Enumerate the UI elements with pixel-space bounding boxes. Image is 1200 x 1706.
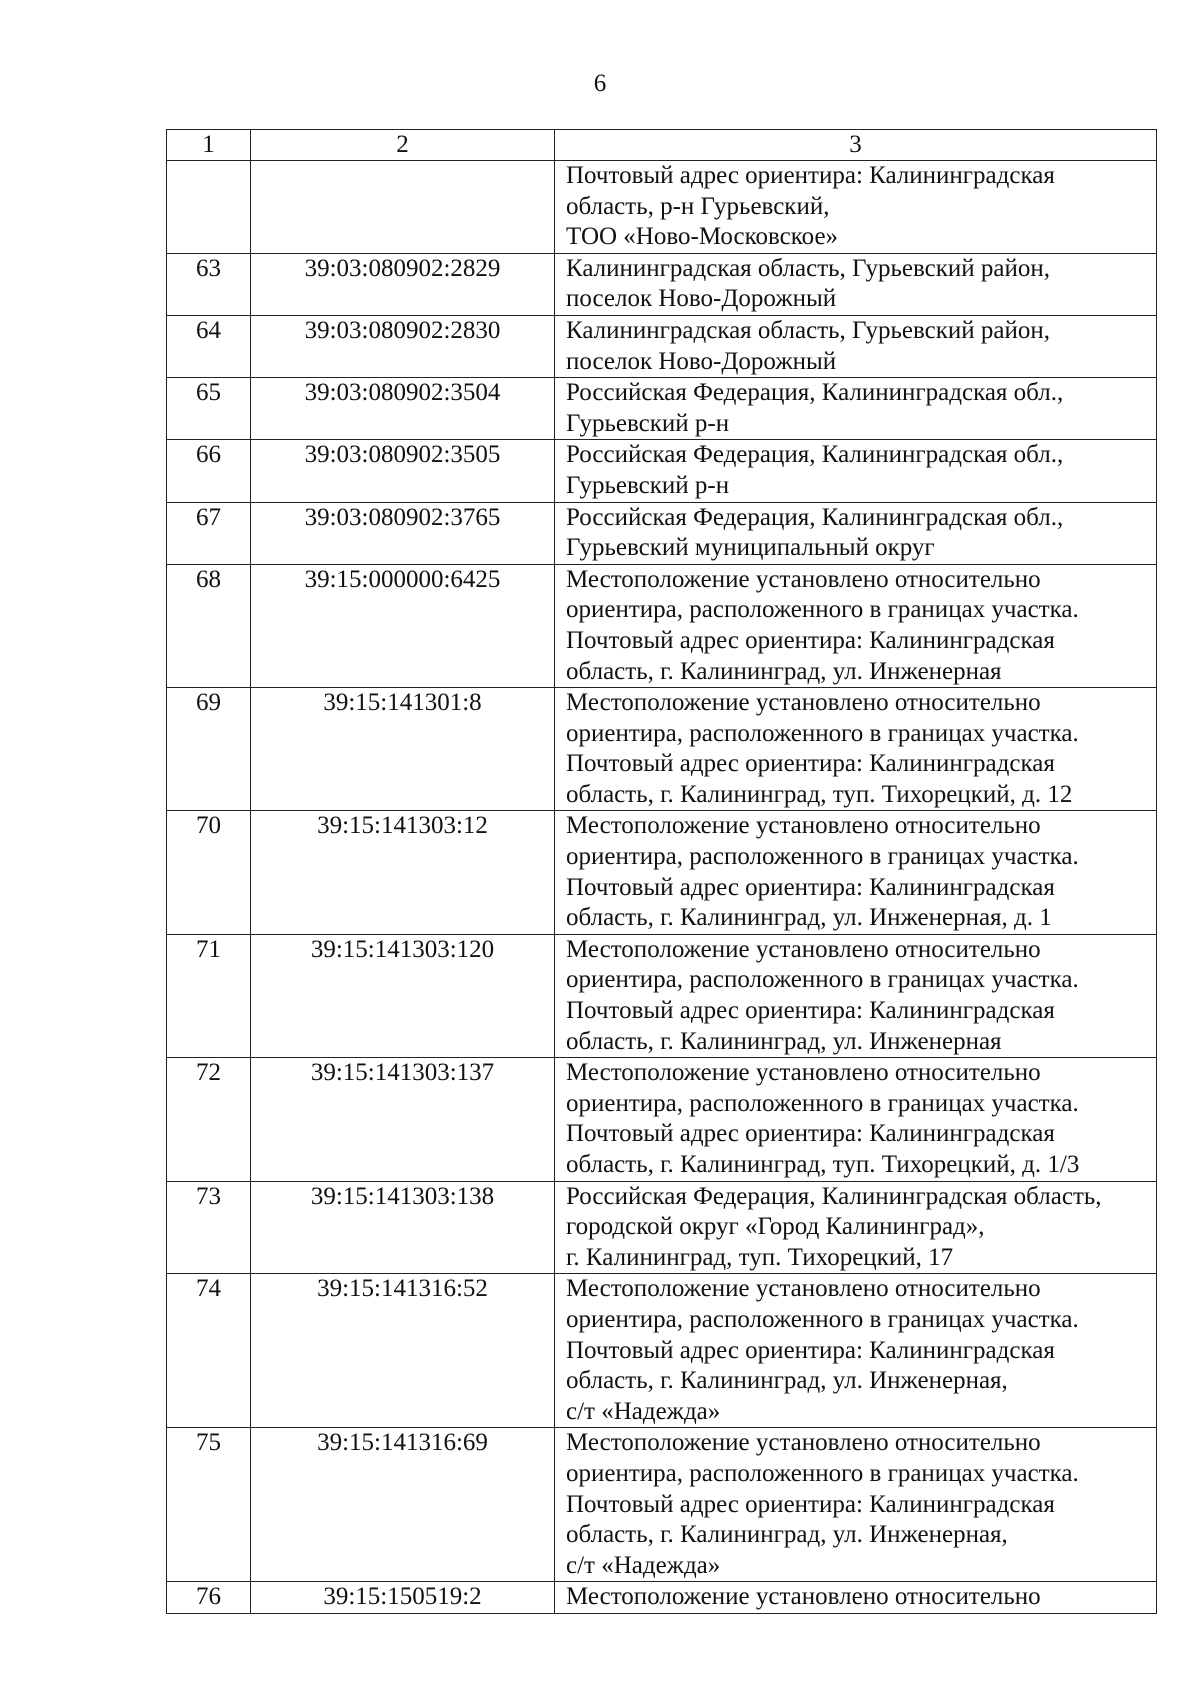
- address-line: ориентира, расположенного в границах участка.: [566, 596, 1079, 624]
- cadastral-number-cell: 39:15:141316:52: [251, 1274, 555, 1428]
- address-line: область, р-н Гурьевский,: [566, 192, 830, 220]
- address-line: городской округ «Город Калининград»,: [566, 1213, 985, 1241]
- address-line: Гурьевский р-н: [566, 471, 730, 499]
- address-cell: [555, 688, 1157, 811]
- cadastral-number-cell: 39:15:141316:69: [251, 1428, 555, 1582]
- row-number-cell: 71: [167, 934, 251, 1057]
- cadastral-number-cell: 39:15:141301:8: [251, 688, 555, 811]
- address-line: Российская Федерация, Калининградская обл.,: [566, 503, 1064, 531]
- address-line: ориентира, расположенного в границах участка.: [566, 719, 1079, 747]
- address-line: область, г. Калининград, ул. Инженерная, д. 1: [566, 904, 1052, 932]
- address-line: область, г. Калининград, туп. Тихорецкий, д. 1/3: [566, 1151, 1080, 1178]
- table-row: [167, 315, 1157, 377]
- address-line: г. Калининград, туп. Тихорецкий, 17: [566, 1243, 954, 1271]
- address-line: Почтовый адрес ориентира: Калининградская: [566, 1120, 1055, 1148]
- cadastral-number-cell: 39:15:141303:120: [251, 934, 555, 1057]
- address-cell: [555, 1058, 1157, 1181]
- row-number-cell: 66: [167, 440, 251, 502]
- row-number-cell: 72: [167, 1058, 251, 1181]
- address-line: ориентира, расположенного в границах участка.: [566, 1459, 1079, 1487]
- address-cell: [555, 502, 1157, 564]
- table-row: [167, 1582, 1157, 1614]
- address-line: Местоположение установлено относительно: [566, 689, 1041, 717]
- table-row: [167, 1058, 1157, 1181]
- address-line: Местоположение установлено относительно: [566, 1275, 1041, 1303]
- table-row: [167, 161, 1157, 254]
- address-line: Гурьевский р-н: [566, 409, 730, 437]
- address-line: Почтовый адрес ориентира: Калининградская: [566, 750, 1055, 778]
- table-row: [167, 688, 1157, 811]
- address-line: Почтовый адрес ориентира: Калининградская: [566, 1336, 1055, 1364]
- address-line: Почтовый адрес ориентира: Калининградская: [566, 997, 1055, 1025]
- column-header-cadastral: 2: [251, 130, 555, 161]
- address-line: Российская Федерация, Калининградская область,: [566, 1182, 1102, 1210]
- cadastral-number-cell: 39:15:141303:12: [251, 811, 555, 934]
- address-line: Почтовый адрес ориентира: Калининградская: [566, 1490, 1055, 1518]
- column-header-number: 1: [167, 130, 251, 161]
- row-number-cell: 65: [167, 378, 251, 440]
- address-line: ориентира, расположенного в границах участка.: [566, 966, 1079, 994]
- address-line: ориентира, расположенного в границах участка.: [566, 1305, 1079, 1333]
- row-number-cell: 70: [167, 811, 251, 934]
- row-number-cell: 75: [167, 1428, 251, 1582]
- address-cell: [555, 1428, 1157, 1582]
- address-line: Местоположение установлено относительно: [566, 812, 1041, 840]
- address-line: область, г. Калининград, ул. Инженерная,: [566, 1521, 1008, 1549]
- address-line: ориентира, расположенного в границах участка.: [566, 843, 1079, 871]
- address-line: поселок Ново-Дорожный: [566, 347, 837, 375]
- cadastral-number-cell: 39:03:080902:3505: [251, 440, 555, 502]
- address-line: Почтовый адрес ориентира: Калининградская: [566, 626, 1055, 654]
- cadastral-number-cell: 39:15:141303:138: [251, 1181, 555, 1274]
- address-line: ориентира, расположенного в границах участка.: [566, 1089, 1079, 1117]
- address-cell: [555, 1274, 1157, 1428]
- address-cell: [555, 811, 1157, 934]
- address-line: область, г. Калининград, ул. Инженерная: [566, 1027, 1002, 1055]
- cadastral-number-cell: 39:03:080902:2830: [251, 315, 555, 377]
- address-cell: [555, 1181, 1157, 1274]
- address-cell: [555, 564, 1157, 687]
- page-number: 6: [593, 70, 607, 97]
- address-line: область, г. Калининград, туп. Тихорецкий, д. 12: [566, 780, 1073, 808]
- address-line: область, г. Калининград, ул. Инженерная,: [566, 1367, 1008, 1395]
- address-line: Калининградская область, Гурьевский район,: [566, 254, 1051, 282]
- table-row: [167, 1274, 1157, 1428]
- address-cell: [555, 378, 1157, 440]
- table-row: [167, 502, 1157, 564]
- cadastral-number-cell: 39:03:080902:3765: [251, 502, 555, 564]
- column-header-address: 3: [555, 130, 1157, 161]
- address-line: Местоположение установлено относительно: [566, 935, 1041, 963]
- address-line: Местоположение установлено относительно: [566, 565, 1041, 593]
- row-number-cell: 68: [167, 564, 251, 687]
- address-line: Российская Федерация, Калининградская обл.,: [566, 379, 1064, 407]
- address-line: Местоположение установлено относительно: [566, 1059, 1041, 1087]
- row-number-cell: 76: [167, 1582, 251, 1614]
- table-header-row: [167, 130, 1157, 161]
- address-line: Российская Федерация, Калининградская обл.,: [566, 441, 1064, 469]
- address-line: Гурьевский муниципальный округ: [566, 534, 935, 562]
- row-number-cell: 73: [167, 1181, 251, 1274]
- address-cell: [555, 161, 1157, 254]
- table-row: [167, 811, 1157, 934]
- row-number-cell: 74: [167, 1274, 251, 1428]
- table-row: [167, 378, 1157, 440]
- address-line: с/т «Надежда»: [566, 1397, 721, 1425]
- address-cell: [555, 934, 1157, 1057]
- address-line: поселок Ново-Дорожный: [566, 285, 837, 313]
- address-cell: [555, 440, 1157, 502]
- row-number-cell: 64: [167, 315, 251, 377]
- land-plots-table: [166, 129, 1157, 1614]
- table-row: [167, 1181, 1157, 1274]
- address-line: с/т «Надежда»: [566, 1551, 721, 1579]
- row-number-cell: [167, 161, 251, 254]
- address-line: Местоположение установлено относительно: [566, 1583, 1041, 1611]
- address-line: область, г. Калининград, ул. Инженерная: [566, 657, 1002, 685]
- table-body: [167, 130, 1157, 1614]
- cadastral-number-cell: 39:03:080902:2829: [251, 253, 555, 315]
- cadastral-number-cell: 39:15:141303:137: [251, 1058, 555, 1181]
- cadastral-number-cell: [251, 161, 555, 254]
- address-cell: [555, 315, 1157, 377]
- cadastral-number-cell: 39:15:000000:6425: [251, 564, 555, 687]
- table-row: [167, 564, 1157, 687]
- address-line: ТОО «Ново-Московское»: [566, 223, 839, 251]
- address-cell: [555, 253, 1157, 315]
- table-row: [167, 440, 1157, 502]
- address-line: Калининградская область, Гурьевский район,: [566, 316, 1051, 344]
- table-row: [167, 934, 1157, 1057]
- row-number-cell: 63: [167, 253, 251, 315]
- row-number-cell: 67: [167, 502, 251, 564]
- table-row: [167, 253, 1157, 315]
- table-row: [167, 1428, 1157, 1582]
- address-line: Почтовый адрес ориентира: Калининградская: [566, 873, 1055, 901]
- cadastral-number-cell: 39:03:080902:3504: [251, 378, 555, 440]
- row-number-cell: 69: [167, 688, 251, 811]
- address-cell: [555, 1582, 1157, 1614]
- address-line: Почтовый адрес ориентира: Калининградская: [566, 162, 1055, 189]
- cadastral-number-cell: 39:15:150519:2: [251, 1582, 555, 1614]
- address-line: Местоположение установлено относительно: [566, 1429, 1041, 1457]
